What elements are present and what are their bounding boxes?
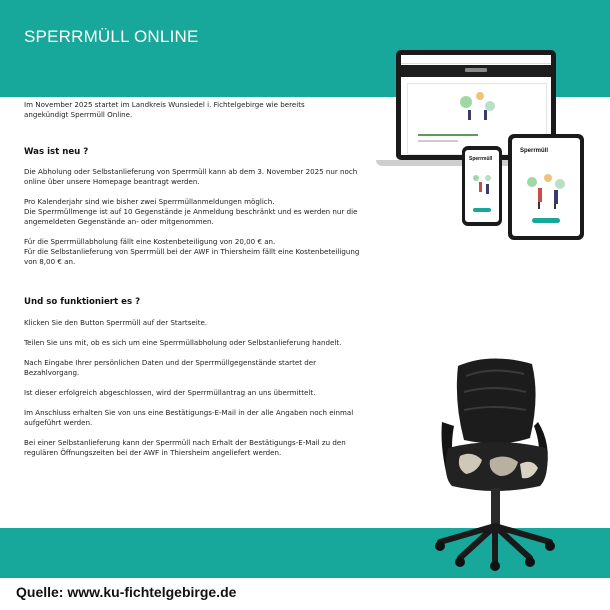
website-nav [401,55,551,64]
intro-text: Im November 2025 startet im Landkreis Wunsiedel i. Fichtelgebirge wie bereits angekündigt Sperrmüll Online. [24,100,305,119]
paragraph: Nach Eingabe Ihrer persönlichen Daten und der Sperrmüllgegenstände startet der Bezahlvorgang. [24,358,317,377]
sperrmuell-button [473,208,491,212]
page-title: SPERRMÜLL ONLINE [24,27,199,46]
website-hero [401,65,551,77]
paragraph: Im Anschluss erhalten Sie von uns eine Bestätigungs-E-Mail in der alle Angaben noch einmal aufgeführt werden. [24,408,354,427]
paragraph: Bei einer Selbstanlieferung kann der Sperrmüll nach Erhalt der Bestätigungs-E-Mail zu den regulären Öffnungszeiten bei der AWF in Thiersheim angeliefert werden. [24,438,346,457]
smartphone [462,146,502,226]
tablet [508,134,584,240]
section-heading-how: Und so funktioniert es ? [24,297,141,307]
sperrmuell-button [532,218,560,223]
source-caption: Quelle: www.ku-fichtelgebirge.de [16,584,237,600]
section-heading-new: Was ist neu ? [24,147,89,157]
people-illustration-icon [524,172,570,210]
office-chair-image [420,352,570,572]
devices-illustration [374,48,594,248]
phone-title: Sperrmüll [469,156,493,162]
paragraph: Ist dieser erfolgreich abgeschlossen, wird der Sperrmüllantrag an uns übermittelt. [24,388,316,397]
main-content [24,97,374,458]
tablet-title: Sperrmüll [520,148,549,154]
paragraph: Pro Kalenderjahr sind wie bisher zwei Sperrmüllanmeldungen möglich. Die Sperrmüllmenge ist auf 10 Gegenstände je Anmeldung beschränkt und es werden nur die angemeldeten Gegenstände an- oder mitgenommen. [24,197,358,226]
people-illustration-icon [471,172,495,200]
paragraph: Die Abholung oder Selbstanlieferung von Sperrmüll kann ab dem 3. November 2025 nur noch online über unsere Homepage beantragt werden. [24,167,358,186]
paragraph: Klicken Sie den Button Sperrmüll auf der Startseite. [24,318,208,327]
paragraph: Für die Sperrmüllabholung fällt eine Kostenbeteiligung von 20,00 € an. Für die Selbstanlieferung von Sperrmüll bei der AWF in Thiersheim fällt eine Kostenbeteiligung von 8,00 € an. [24,237,360,266]
paragraph: Teilen Sie uns mit, ob es sich um eine Sperrmüllabholung oder Selbstanlieferung handelt. [24,338,342,347]
